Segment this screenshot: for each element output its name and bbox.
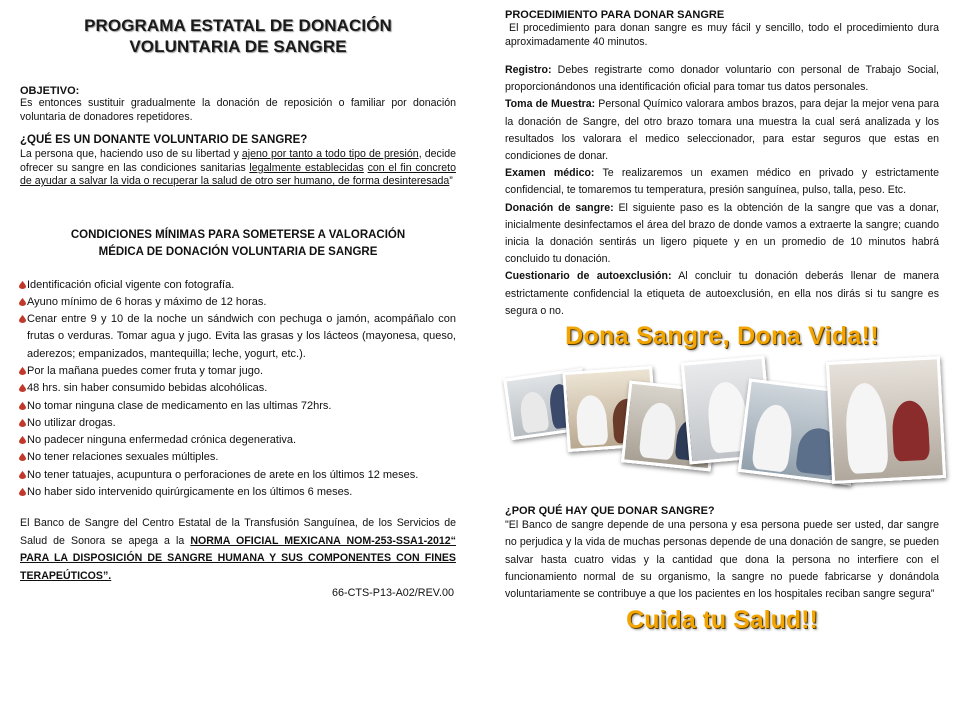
conditions-list xyxy=(20,277,456,502)
condition-item: No tener tatuajes, acupuntura o perforaciones de arete en los últimos 12 meses. xyxy=(20,467,456,484)
blood-drop-icon xyxy=(19,367,26,375)
procedure-intro: El procedimiento para donan sangre es muy fácil y sencillo, todo el procedimiento dura aproximadamente 40 minutos. xyxy=(505,22,939,48)
document-code: 66-CTS-P13-A02/REV.00 xyxy=(331,587,454,600)
donor-definition: La persona que, haciendo uso de su libertad y ajeno por tanto a todo tipo de presión, decide ofrecer su sangre en las condiciones sanitarias legalmente establecidas con el fin concreto de ayudar a salvar la vida o recuperar la salud de otro ser humano, de forma desinteresada” xyxy=(20,148,456,187)
condition-item: No tener relaciones sexuales múltiples. xyxy=(20,449,456,466)
title-line-2: VOLUNTARIA DE SANGRE xyxy=(129,37,347,56)
blood-drop-icon xyxy=(19,419,26,427)
program-title xyxy=(20,15,456,57)
photo-6 xyxy=(826,356,946,484)
objective-label: OBJETIVO: xyxy=(20,85,80,97)
procedure-step: Toma de Muestra: Personal Químico valorara ambos brazos, para dejar la mejor vena para la donación de Sangre, del otro brazo tomara una muestra la cual será analizada y los resultados los valorara el medico seleccionador, para estar seguros que estas en condiciones de donar. xyxy=(505,98,940,163)
procedure-step: Examen médico: Te realizaremos un examen médico en privado y estrictamente confidencial, te tomaremos tu temperatura, presión sanguínea, pulso, talla, peso. Etc. xyxy=(505,167,939,197)
condition-item: No utilizar drogas. xyxy=(20,415,456,432)
procedure-step: Donación de sangre: El siguiente paso es la obtención de la sangre que vas a donar, inicialmente desinfectamos el área del brazo de donde vamos a extraerte la sangre; cuando inicia la donación sentirás un ligero piquete y en un promedio de 10 minutos habrá concluido tu donación. xyxy=(505,201,939,266)
slogan-cuida-salud: Cuida tu Salud!! xyxy=(626,605,818,634)
condition-item: Cenar entre 9 y 10 de la noche un sándwich con pechuga o jamón, acompáñalo con frutas o verduras. Tomar agua y jugo. Evita las grasas y los lácteos (mayonesa, queso, aderezos; empanizados, mantequilla; leche, yogurt, etc.). xyxy=(20,311,456,363)
slogan-dona-sangre: Dona Sangre, Dona Vida!! xyxy=(565,322,879,351)
blood-drop-icon xyxy=(19,281,26,289)
blood-drop-icon xyxy=(19,488,26,496)
blood-drop-icon xyxy=(19,471,26,479)
norma-text: El Banco de Sangre del Centro Estatal de la Transfusión Sanguínea, de los Servicios de Salud de Sonora se apega a la NORMA OFICIAL MEXICANA NOM-253-SSA1-2012“ PARA LA DISPOSICIÓN DE SANGRE HUMANA Y SUS COMPONENTES CON FINES TERAPEÚTICOS”. xyxy=(20,517,456,582)
why-donate-text: "El Banco de sangre depende de una persona y esa persona puede ser usted, dar sangre no perjudica y la vida de muchas personas depende de una donación de sangre, se pueden salvar hasta cuatro vidas y la cantidad que dona la persona no interfiere con el funcionamiento normal de su organismo, la sangre no puede fabricarse y donándola voluntariamente se contribuye a que los pacientes en los hospitales reciban sangre segura” xyxy=(505,519,939,601)
condition-item: 48 hrs. sin haber consumido bebidas alcohólicas. xyxy=(20,380,456,397)
procedure-step: Cuestionario de autoexclusión: Al concluir tu donación deberás llenar de manera estrictamente confidencial la etiqueta de autoexclusión, en ella nos dirás si tu sangre es segura o no. xyxy=(505,270,939,317)
procedure-steps xyxy=(505,62,939,320)
blood-drop-icon xyxy=(19,453,26,461)
objective-text: Es entonces sustituir gradualmente la donación de reposición o familiar por donación voluntaria de donadores repetidores. xyxy=(20,97,456,123)
why-donate-title: ¿POR QUÉ HAY QUE DONAR SANGRE? xyxy=(505,505,715,518)
condition-item: No padecer ninguna enfermedad crónica degenerativa. xyxy=(20,432,456,449)
title-line-1: PROGRAMA ESTATAL DE DONACIÓN xyxy=(84,16,392,35)
condition-item: Ayuno mínimo de 6 horas y máximo de 12 horas. xyxy=(20,294,456,311)
conditions-title: CONDICIONES MÍNIMAS PARA SOMETERSE A VALORACIÓN MÉDICA DE DONACIÓN VOLUNTARIA DE SANGRE xyxy=(70,228,406,258)
condition-item: No haber sido intervenido quirúrgicamente en los últimos 6 meses. xyxy=(20,484,456,501)
blood-drop-icon xyxy=(19,384,26,392)
right-column xyxy=(505,0,939,635)
procedure-step: Registro: Debes registrarte como donador voluntario con personal de Trabajo Social, proporcionándonos una identificación oficial para tomar tus datos personales. xyxy=(505,64,939,94)
blood-drop-icon xyxy=(19,436,26,444)
procedure-title: PROCEDIMIENTO PARA DONAR SANGRE xyxy=(505,9,725,21)
blood-drop-icon xyxy=(19,402,26,410)
blood-drop-icon xyxy=(19,298,26,306)
left-column xyxy=(20,0,456,599)
condition-item: Por la mañana puedes comer fruta y tomar jugo. xyxy=(20,363,456,380)
blood-drop-icon xyxy=(19,315,26,323)
condition-item: No tomar ninguna clase de medicamento en las ultimas 72hrs. xyxy=(20,398,456,415)
donor-question: ¿QUÉ ES UN DONANTE VOLUNTARIO DE SANGRE? xyxy=(20,134,308,146)
condition-item: Identificación oficial vigente con fotografía. xyxy=(20,277,456,294)
donation-photo-collage xyxy=(505,355,939,501)
